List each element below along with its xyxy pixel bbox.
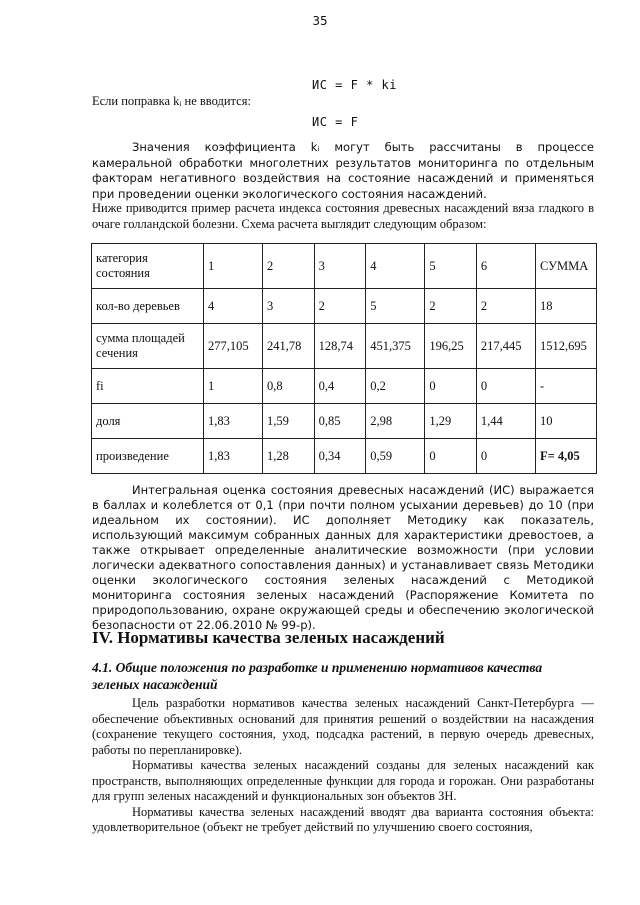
- table-cell: 0: [425, 369, 477, 404]
- table-cell: 2: [476, 289, 535, 324]
- sum-cell: 10: [536, 404, 597, 439]
- body-paragraph: Цель разработки нормативов качества зеленых насаждений Санкт-Петербурга — обеспечение объективных оснований для принятия решений о воздействии на насаждения (сохранение текущего состояния, уход, подсадка растений, в первую очередь древесных, работы по перепланировке).: [92, 696, 594, 757]
- coefficient-paragraph: [92, 140, 594, 202]
- table-cell: 0,2: [366, 369, 425, 404]
- table-cell: 1: [204, 369, 263, 404]
- page-number: 35: [312, 14, 328, 28]
- table-cell: 0,59: [366, 439, 425, 474]
- integral-paragraph: [92, 483, 594, 633]
- table-cell: 0,34: [314, 439, 366, 474]
- table-cell: 2: [263, 244, 315, 289]
- formula-with-correction: ИС = F * ki: [312, 78, 397, 92]
- table-cell: 451,375: [366, 324, 425, 369]
- sum-cell: 1512,695: [536, 324, 597, 369]
- row-label: fi: [92, 369, 204, 404]
- table-cell: 241,78: [263, 324, 315, 369]
- formula-without-correction: ИС = F: [312, 115, 359, 129]
- table-row: [92, 289, 597, 324]
- row-label: произведение: [92, 439, 204, 474]
- table-cell: 2: [425, 289, 477, 324]
- integral-text: Интегральная оценка состояния древесных насаждений (ИС) выражается в баллах и колеблется от 0,1 (при почти полном усыхании деревьев) до 10 (при идеальном их состоянии). ИС дополняет Методику как показатель, использующий максимум собранных данных для характеристики древостоев, а также открывает определенные аналитические возможности (при условии логически адекватного сопоставления данных) и устанавливает связь Методики оценки экологического состояния зеленых насаждений с Методикой мониторинга состояния зеленых насаждений (Распоряжение Комитета по природопользованию, охране окружающей среды и обеспечению экологической безопасности от 22.06.2010 № 99-р).: [92, 483, 594, 632]
- formula-note: Если поправка kᵢ не вводится:: [92, 94, 251, 108]
- coefficient-text: Значения коэффициента kᵢ могут быть рассчитаны в процессе камеральной обработки многолетних результатов мониторинга по отдельным факторам негативного воздействия на состояние насаждений и применяться при проведении оценки экологического состояния насаждений.: [92, 140, 594, 201]
- body-paragraph: Нормативы качества зеленых насаждений созданы для зеленых насаждений как пространств, выполняющих определенные функции для города и горожан. Они разработаны для групп зеленых насаждений и функциональных зон объектов ЗН.: [92, 758, 594, 803]
- body-paragraph: Нормативы качества зеленых насаждений вводят два варианта состояния объекта: удовлетворительное (объект не требует действий по улучшению своего состояния,: [92, 804, 594, 834]
- row-label: доля: [92, 404, 204, 439]
- table-cell: 217,445: [476, 324, 535, 369]
- table-cell: 1,28: [263, 439, 315, 474]
- table-cell: 5: [366, 289, 425, 324]
- row-label: сумма площадей сечения: [92, 324, 204, 369]
- table-cell: 1: [204, 244, 263, 289]
- table-cell: 3: [263, 289, 315, 324]
- table-cell: 5: [425, 244, 477, 289]
- row-label: кол-во деревьев: [92, 289, 204, 324]
- section-body: [92, 696, 594, 836]
- table-cell: 0,8: [263, 369, 315, 404]
- table-cell: 0,4: [314, 369, 366, 404]
- table-cell: 2: [314, 289, 366, 324]
- table-cell: 4: [204, 289, 263, 324]
- table-cell: 1,83: [204, 439, 263, 474]
- table-cell: 277,105: [204, 324, 263, 369]
- table-cell: 2,98: [366, 404, 425, 439]
- table-row: [92, 244, 597, 289]
- table-cell: 196,25: [425, 324, 477, 369]
- table-row: [92, 404, 597, 439]
- table-row: [92, 439, 597, 474]
- calculation-table: [91, 243, 597, 474]
- table-cell: 1,83: [204, 404, 263, 439]
- table-row: [92, 369, 597, 404]
- table-cell: 1,59: [263, 404, 315, 439]
- table-cell: 128,74: [314, 324, 366, 369]
- table-cell: 3: [314, 244, 366, 289]
- table-cell: 4: [366, 244, 425, 289]
- table-cell: 1,44: [476, 404, 535, 439]
- sum-cell: F= 4,05: [536, 439, 597, 474]
- subsection-title: 4.1. Общие положения по разработке и применению нормативов качества зеленых насаждений: [92, 660, 543, 692]
- row-label: категория состояния: [92, 244, 204, 289]
- sum-cell: 18: [536, 289, 597, 324]
- sum-cell: СУММА: [536, 244, 597, 289]
- table-cell: 0,85: [314, 404, 366, 439]
- table-cell: 0: [476, 439, 535, 474]
- example-text: Ниже приводится пример расчета индекса состояния древесных насаждений вяза гладкого в очаге голландской болезни. Схема расчета выглядит следующим образом:: [92, 201, 594, 231]
- sum-cell: -: [536, 369, 597, 404]
- table-cell: 1,29: [425, 404, 477, 439]
- section-title: IV. Нормативы качества зеленых насаждений: [92, 628, 445, 647]
- table-cell: 0: [476, 369, 535, 404]
- table-row: [92, 324, 597, 369]
- table-cell: 0: [425, 439, 477, 474]
- table-cell: 6: [476, 244, 535, 289]
- example-paragraph: [92, 201, 594, 232]
